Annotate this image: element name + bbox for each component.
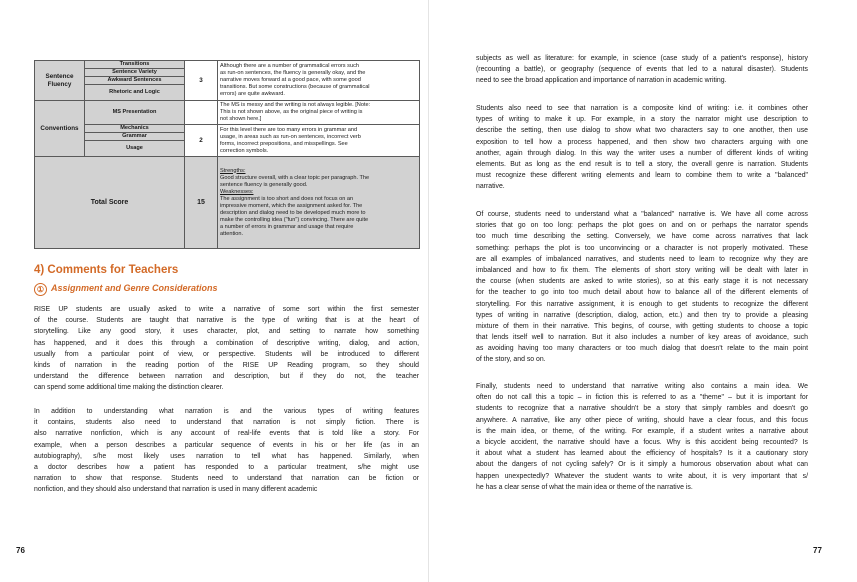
table-row [35, 101, 420, 125]
sub-criterion: MS Presentation [85, 101, 185, 125]
table-row [35, 61, 420, 69]
total-comment: Strengths: Good structure overall, with a clear topic per paragraph. The sentence fluency is generally good. Weaknesses: The assignment is too short and does not focus on an impressive moment, which the assignment asked for. The description and dialog need to be developed much more to make the controlling idea ("fun") convincing. There are quite a number of errors in grammar and usage that require attention. [218, 157, 420, 249]
section-heading: 4) Comments for Teachers [34, 264, 179, 276]
table-row [35, 125, 420, 133]
page-number: 76 [16, 546, 25, 555]
circled-number-icon: ① [34, 283, 47, 296]
weaknesses-heading: Weaknesses: [220, 188, 254, 195]
subsection-heading [34, 283, 218, 296]
sub-criterion: Mechanics [85, 125, 185, 133]
paragraph: Students also need to see that narration is a composite kind of writing: i.e. it combines other types of writing to make it up. For example, in a story the narrator might use description to describe the setting, then use dialog to show what two characters say to one another, then use exposition to tell how a process happened, and then show two characters arguing with one another, again through dialog. In this way the writer uses a number of different kinds of writing elements. But as long as the end result is to tell a story, the overall genre is narration. Students must recognize these different writing elements and learn to combine them to write a "balanced" narrative. [476, 105, 808, 191]
ms-presentation-score [185, 101, 218, 125]
left-page [0, 0, 428, 582]
sub-criterion: Grammar [85, 133, 185, 141]
paragraph: In addition to understanding what narration is and the various types of writing features it contains, students also need to understand that narration is not simply fiction. There is also narrative nonfiction, which is any account of real-life events that is told like a story. For example, when a person describes a particular sequence of events in his or her life (as in an autobiography), s/he most likely uses narration to tell what has happened. Similarly, when a doctor describes how a patient has responded to a particular treatment, s/he might use narration to show that response. Students need to understand that narration can be fiction or nonfiction, and they should also understand that narration is used in many different academic [34, 408, 419, 494]
sentence-fluency-comment: Although there are a number of grammatical errors such as run-on sentences, the fluency is generally okay, and the narrative moves forward at a good pace, with some good transitions. But some constructions (because of grammatical errors) are quite awkward. [218, 61, 420, 101]
rubric-table [34, 60, 420, 249]
table-row [35, 157, 420, 249]
paragraph: Finally, students need to understand that narrative writing also contains a main idea. We often do not call this a topic – in fiction this is referred to as a "theme" – but it is important for students to recognize that a narrative shouldn't be a story that simply rambles and doesn't go anywhere. A narrative, like any other piece of writing, should have a clear focus, and this focus is the main idea, or theme, of the writing. For example, if a student writes a narrative about a bicycle accident, the narrative should have a focus. Why is this accident being recounted? Is it about what a student has learned about the efficiency of hospitals? Is it a cautionary story about the dangers of not cycling safely? Or is it simply a humorous observation about what can happen unexpectedly? Whatever the student wants to write about, it is very important that s/ he has a clear sense of what the main idea or theme of the narrative is. [476, 383, 808, 491]
sub-criterion: Transitions [85, 61, 185, 69]
sub-criterion: Sentence Variety [85, 69, 185, 77]
paragraph: RISE UP students are usually asked to write a narrative of some sort within the first semester of the course. Students are taught that narrative is the type of writing that is at the heart of storytelling. Like any good story, it uses character, plot, and setting to narrate how something has happened, and it does this through a combination of descriptive writing, dialog, and action, usually from a particular point of view, or perspective. Students will be introduced to different kinds of narration in the reading portion of the RISE UP Reading program, so they should understand the difference between narration and description, but if they do not, the teacher can spend some additional time making the distinction clearer. [34, 306, 419, 392]
subsection-title: Assignment and Genre Considerations [51, 283, 218, 293]
conventions-label: Conventions [35, 101, 85, 157]
total-score-label: Total Score [35, 157, 185, 249]
strengths-heading: Strengths: [220, 167, 246, 174]
paragraph: Of course, students need to understand what a "balanced" narrative is. We have all come across stories that go on too long: perhaps the plot goes on and on or perhaps the narrator spends too much time describing the setting. Conversely, we have come across narratives that lack something: perhaps the plot is too unconvincing or a character is not properly motivated. These are all examples of imbalanced narratives, and students need to learn to recognize why they are imbalanced and how to fix them. The elements of short story writing will be dealt with later in the course (when students are asked to write stories), so at this early stage it is not necessary for the teacher to go into too much detail about how to balance all of the different elements of storytelling. For this narrative assignment, it is enough to get students to recognize the different types of writing in narrative (description, dialog, action, etc.) and then try to provide a pleasing mixture of them in their narrative. This begins, of course, with getting students to choose a topic that lends itself well to narration. But it also includes a number of key areas of avoidance, such as avoiding having too many characters or too much dialog that doesn't relate to the main point of the story, and so on. [476, 211, 808, 364]
conventions-comment: For this level there are too many errors in grammar and usage, in areas such as run-on sentences, incorrect verb forms, incorrect prepositions, and misspellings. See correction symbols. [218, 125, 420, 157]
sentence-fluency-score: 3 [185, 61, 218, 101]
sentence-fluency-label: Sentence Fluency [35, 61, 85, 101]
sub-criterion: Usage [85, 141, 185, 157]
conventions-score: 2 [185, 125, 218, 157]
sub-criterion: Awkward Sentences [85, 77, 185, 85]
sub-criterion: Rhetoric and Logic [85, 85, 185, 101]
page-number: 77 [813, 546, 822, 555]
total-score-value: 15 [185, 157, 218, 249]
ms-presentation-comment: The MS is messy and the writing is not always legible. [Note: This is not shown above, as the original piece of writing is not shown here.] [218, 101, 420, 125]
paragraph: subjects as well as literature: for example, in science (case study of a patient's response), history (recounting a battle), or geography (sequence of events that led to a natural disaster). Students need to see the broad application and importance of narration in academic writing. [476, 55, 808, 85]
